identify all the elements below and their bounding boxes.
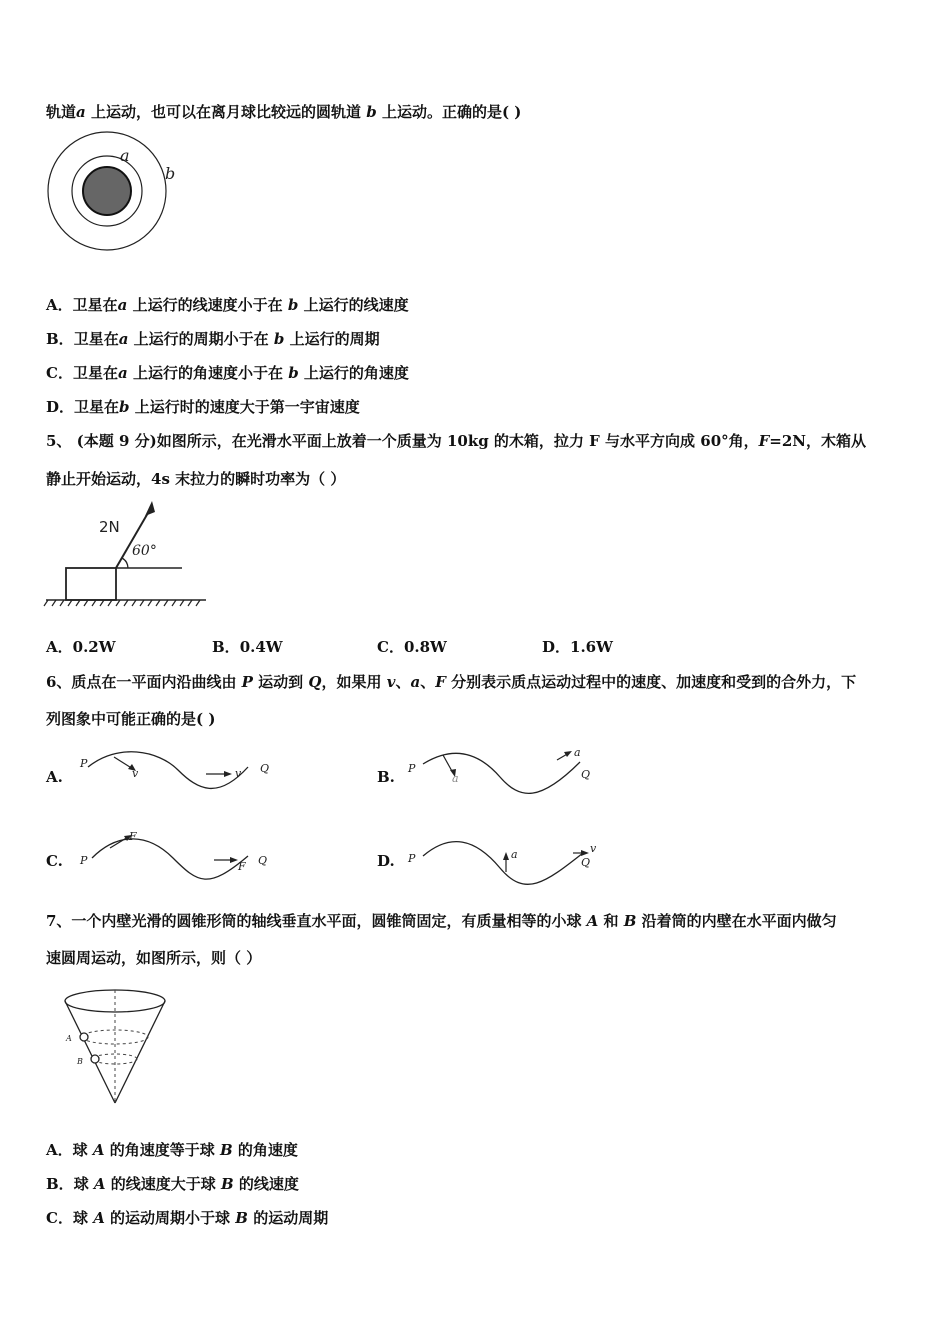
svg-text:P: P — [408, 852, 416, 865]
svg-text:Q: Q — [258, 854, 268, 867]
moon — [83, 167, 131, 215]
q4-stem: 轨道a 上运动，也可以在离月球比较远的圆轨道 b 上运动。正确的是( ) — [46, 103, 522, 121]
svg-text:v: v — [132, 767, 139, 780]
q5-option-d[interactable]: D．1.6W — [542, 638, 613, 656]
svg-text:F: F — [238, 860, 246, 873]
q6-option-a-figure[interactable] — [78, 745, 278, 795]
q7-stem-line1: 7、一个内壁光滑的圆锥形筒的轴线垂直水平面，圆锥筒固定，有质量相等的小球 A 和 B 沿着筒的内壁在水平面内做匀 — [46, 912, 837, 930]
ball-a — [80, 1033, 88, 1041]
svg-text:P: P — [80, 854, 88, 867]
q6-stem-line1: 6、质点在一平面内沿曲线由 P 运动到 Q，如果用 v、a、F 分别表示质点运动过程中的速度、加速度和受到的合外力，下 — [46, 673, 857, 691]
q6-option-c-figure[interactable] — [78, 828, 278, 888]
cone-label-b: B — [77, 1057, 83, 1066]
q7-stem-line2: 速圆周运动，如图所示，则（ ） — [46, 949, 262, 967]
cone-right-side — [115, 1001, 165, 1103]
q7-option-a[interactable]: A．球 A 的角速度等于球 B 的角速度 — [46, 1141, 298, 1159]
svg-text:a: a — [574, 746, 581, 759]
q6-option-a-label[interactable]: A. — [46, 768, 63, 786]
q4-option-c[interactable]: C．卫星在a 上运行的角速度小于在 b 上运行的角速度 — [46, 364, 409, 382]
q6-option-d-figure[interactable] — [405, 828, 605, 888]
q5-stem-line2: 静止开始运动，4s 末拉力的瞬时功率为（ ） — [46, 470, 346, 488]
q6-stem-line2: 列图象中可能正确的是( ) — [46, 710, 216, 728]
orbit-label-b: b — [165, 164, 176, 183]
ground-hatching — [44, 600, 200, 606]
q5-option-c[interactable]: C．0.8W — [377, 638, 447, 656]
svg-text:Q: Q — [260, 762, 270, 775]
ball-b — [91, 1055, 99, 1063]
q7-option-c[interactable]: C．球 A 的运动周期小于球 B 的运动周期 — [46, 1209, 329, 1227]
q4-option-a[interactable]: A．卫星在a 上运行的线速度小于在 b 上运行的线速度 — [46, 296, 409, 314]
cone-left-side — [65, 1001, 115, 1103]
cone-figure — [58, 985, 183, 1110]
svg-text:Q: Q — [581, 768, 591, 781]
q6-option-b-label[interactable]: B. — [377, 768, 395, 786]
q4-option-d[interactable]: D．卫星在b 上运行时的速度大于第一宇宙速度 — [46, 398, 360, 416]
svg-text:a: a — [452, 772, 459, 785]
q4-option-b[interactable]: B．卫星在a 上运行的周期小于在 b 上运行的周期 — [46, 330, 380, 348]
angle-label: 60° — [132, 543, 157, 559]
cone-label-a: A — [66, 1034, 72, 1043]
q5-stem-line1: 5、 (本题 9 分)如图所示，在光滑水平面上放着一个质量为 10kg 的木箱，拉力 F 与水平方向成 60°角，F=2N，木箱从 — [46, 432, 867, 450]
svg-text:a: a — [511, 848, 518, 861]
orbit-figure — [40, 130, 190, 255]
q7-option-b[interactable]: B．球 A 的线速度大于球 B 的线速度 — [46, 1175, 299, 1193]
svg-text:P: P — [80, 757, 88, 770]
q5-option-a[interactable]: A．0.2W — [46, 638, 116, 656]
force-arrowhead — [145, 501, 155, 516]
q6-option-b-figure[interactable] — [405, 742, 605, 797]
box-force-figure — [44, 498, 214, 610]
q5-option-b[interactable]: B．0.4W — [212, 638, 283, 656]
orbit-label-a: a — [120, 146, 130, 165]
angle-arc — [122, 558, 128, 568]
svg-text:F: F — [129, 830, 137, 843]
q6-option-c-label[interactable]: C. — [46, 852, 63, 870]
force-label: 2N — [99, 518, 120, 536]
svg-text:P: P — [408, 762, 416, 775]
svg-text:v: v — [590, 842, 597, 855]
q6-option-d-label[interactable]: D. — [377, 852, 395, 870]
svg-text:Q: Q — [581, 856, 591, 869]
wooden-box — [66, 568, 116, 600]
svg-text:v: v — [235, 767, 242, 780]
